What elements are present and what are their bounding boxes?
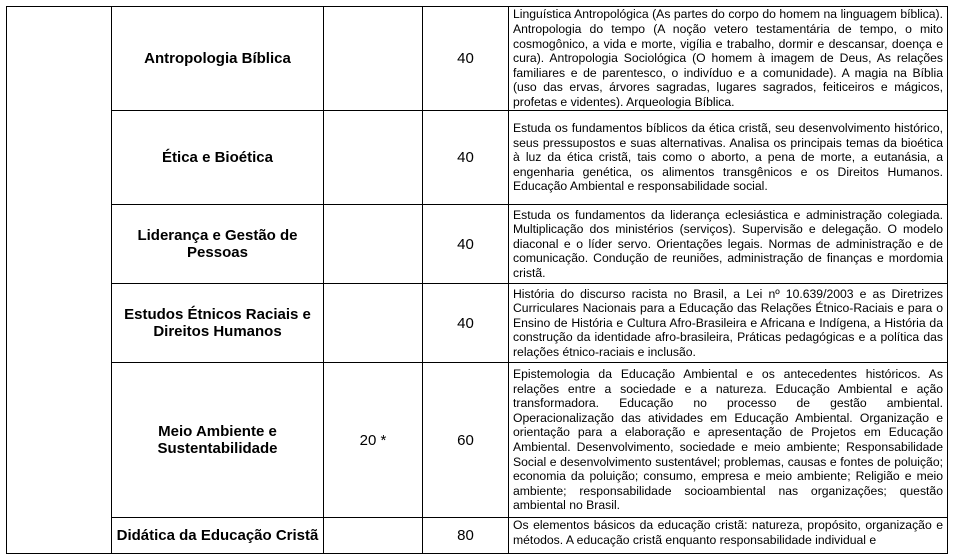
hours: 40 [423, 111, 509, 205]
curriculum-table [6, 6, 948, 554]
hours: 40 [423, 7, 509, 111]
hours: 40 [423, 284, 509, 363]
hours: 60 [423, 363, 509, 518]
extra-hours [324, 205, 423, 284]
table-row [7, 205, 948, 284]
extra-hours [324, 284, 423, 363]
description: História do discurso racista no Brasil, a Lei nº 10.639/2003 e as Diretrizes Curriculares Nacionais para a Educação das Relações Étnico-Raciais e para o Ensino de História e Cultura Afro-Brasileira e Africana e Indígena, a História da construção da identidade afro-brasileira, Práticas pedagógicas e a política das relações étnico-raciais e inclusão. [509, 284, 948, 363]
table-row [7, 518, 948, 554]
extra-hours: 20 * [324, 363, 423, 518]
table-row [7, 363, 948, 518]
discipline-name: Didática da Educação Cristã [112, 518, 324, 554]
discipline-name: Estudos Étnicos Raciais e Direitos Humanos [112, 284, 324, 363]
table-row [7, 7, 948, 111]
description: Epistemologia da Educação Ambiental e os antecedentes históricos. As relações entre a sociedade e a natureza. Educação Ambiental e ação transformadora. Educação no processo de gestão ambiental. Operacionalização das atividades em Educação Ambiental. Organização e orientação para a elaboração e apresentação de Projetos em Educação Ambiental. Desenvolvimento, sociedade e meio ambiente; Responsabilidade Social e desenvolvimento sustentável; problemas, causas e fontes de poluição; economia da poluição; consumo, empresa e meio ambiente; Religião e meio ambiente; responsabilidade socioambiental nas organizações; questão ambiental no Brasil. [509, 363, 948, 518]
table-row [7, 111, 948, 205]
extra-hours [324, 518, 423, 554]
discipline-name: Antropologia Bíblica [112, 7, 324, 111]
description: Linguística Antropológica (As partes do corpo do homem na linguagem bíblica). Antropologia do tempo (A noção vetero testamentária de tempo, o mito cosmogônico, a vida e morte, vigília e trabalho, dormir e descansar, doença e cura). Antropologia Sociológica (O homem à imagem de Deus, As relações familiares e de parentesco, o indivíduo e a comunidade). A magia na Bíblia (uso das ervas, árvores sagradas, lugares sagrados, feiticeiros e mágicos, profetas e videntes). Arqueologia Bíblica. [509, 7, 948, 111]
discipline-name: Ética e Bioética [112, 111, 324, 205]
extra-hours [324, 7, 423, 111]
description: Os elementos básicos da educação cristã: natureza, propósito, organização e métodos. A educação cristã enquanto responsabilidade individual e [509, 518, 948, 554]
description: Estuda os fundamentos da liderança eclesiástica e administração colegiada. Multiplicação dos ministérios (serviços). Supervisão e delegação. O modelo diaconal e o líder servo. Orientações legais. Normas de administração e de comunicação. Condução de reuniões, administração de finanças e mordomia cristã. [509, 205, 948, 284]
hours: 80 [423, 518, 509, 554]
description: Estuda os fundamentos bíblicos da ética cristã, seu desenvolvimento histórico, seus pressupostos e suas alternativas. Analisa os principais temas da bioética à luz da ética cristã, tais como o aborto, a pena de morte, a eutanásia, a engenharia genética, os alimentos transgênicos e os Direitos Humanos. Educação Ambiental e responsabilidade social. [509, 111, 948, 205]
extra-hours [324, 111, 423, 205]
table-row [7, 284, 948, 363]
discipline-name: Liderança e Gestão de Pessoas [112, 205, 324, 284]
semester-cell [7, 7, 112, 554]
discipline-name: Meio Ambiente e Sustentabilidade [112, 363, 324, 518]
hours: 40 [423, 205, 509, 284]
